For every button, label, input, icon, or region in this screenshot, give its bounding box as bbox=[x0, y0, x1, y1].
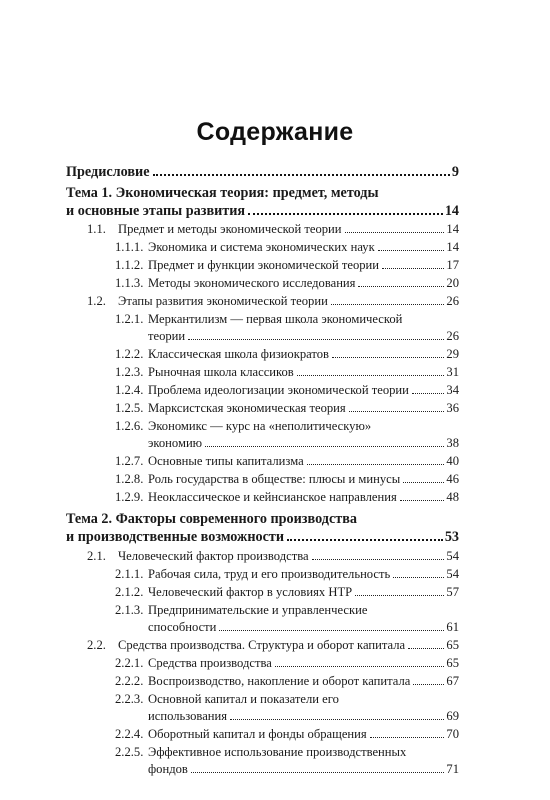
entry-label: Экономика и система экономических наук bbox=[148, 240, 375, 254]
entry-label: теории bbox=[148, 329, 186, 343]
entry-page: 70 bbox=[446, 727, 459, 741]
leader-dots bbox=[307, 464, 445, 465]
page-title: Содержание bbox=[196, 118, 354, 146]
entry-label: Рыночная школа классиков bbox=[148, 365, 294, 379]
toc-entry-2-1 bbox=[118, 549, 459, 563]
toc-entry-1-2-2 bbox=[148, 347, 459, 361]
section-number: 2.2. bbox=[87, 638, 106, 652]
section-number: 1.2.4. bbox=[115, 383, 144, 397]
section-number: 1.2.9. bbox=[115, 490, 144, 504]
entry-label-line1: Основной капитал и показатели его bbox=[148, 692, 339, 706]
entry-label: Этапы развития экономической теории bbox=[118, 294, 328, 308]
section-number: 1.2.6. bbox=[115, 419, 144, 433]
entry-page: 67 bbox=[446, 674, 459, 688]
entry-label: Средства производства bbox=[148, 656, 272, 670]
entry-label: фондов bbox=[148, 762, 188, 776]
entry-page: 26 bbox=[446, 294, 459, 308]
entry-page: 29 bbox=[446, 347, 459, 361]
toc-entry-1-2-5 bbox=[148, 401, 459, 415]
toc-entry-2-1-2 bbox=[148, 585, 459, 599]
entry-label: Предисловие bbox=[66, 164, 150, 180]
toc-entry-2-1-1 bbox=[148, 567, 459, 581]
toc-entry-1-2-8 bbox=[148, 472, 459, 486]
entry-page: 69 bbox=[446, 709, 459, 723]
toc-entry-2-2-1 bbox=[148, 656, 459, 670]
leader-dots bbox=[412, 393, 444, 394]
entry-page: 14 bbox=[446, 240, 459, 254]
leader-dots bbox=[408, 648, 444, 649]
section-number: 2.2.5. bbox=[115, 745, 144, 759]
leader-dots bbox=[188, 339, 444, 340]
toc-entry-1-1-3 bbox=[148, 276, 459, 290]
toc-entry-1-1 bbox=[118, 222, 459, 236]
entry-label: Основные типы капитализма bbox=[148, 454, 304, 468]
entry-page: 34 bbox=[446, 383, 459, 397]
section-number: 1.2.3. bbox=[115, 365, 144, 379]
section-number: 1.2.1. bbox=[115, 312, 144, 326]
entry-label: и основные этапы развития bbox=[66, 203, 246, 219]
section-number: 2.2.3. bbox=[115, 692, 144, 706]
leader-dots bbox=[382, 268, 444, 269]
entry-label: Предмет и функции экономической теории bbox=[148, 258, 380, 272]
entry-page: 26 bbox=[446, 329, 459, 343]
entry-label: Воспроизводство, накопление и оборот капитала bbox=[148, 674, 411, 688]
toc-entry-1-2-1 bbox=[148, 329, 459, 343]
entry-label: Классическая школа физиократов bbox=[148, 347, 329, 361]
entry-page: 61 bbox=[446, 620, 459, 634]
entry-page: 65 bbox=[446, 638, 459, 652]
leader-dots bbox=[403, 482, 444, 483]
toc-entry-1-2 bbox=[118, 294, 459, 308]
topic1-title-line1: Тема 1. Экономическая теория: предмет, методы bbox=[66, 185, 379, 201]
toc-entry-preface bbox=[66, 165, 459, 179]
section-number: 2.1. bbox=[87, 549, 106, 563]
entry-page: 71 bbox=[446, 762, 459, 776]
entry-label: Роль государства в обществе: плюсы и минусы bbox=[148, 472, 401, 486]
section-number: 1.2.8. bbox=[115, 472, 144, 486]
section-number: 2.2.2. bbox=[115, 674, 144, 688]
leader-dots bbox=[219, 630, 444, 631]
entry-label: Оборотный капитал и фонды обращения bbox=[148, 727, 367, 741]
entry-page: 40 bbox=[446, 454, 459, 468]
entry-page: 54 bbox=[446, 549, 459, 563]
entry-label: Марксистская экономическая теория bbox=[148, 401, 346, 415]
section-number: 1.1. bbox=[87, 222, 106, 236]
toc-entry-topic1 bbox=[66, 204, 459, 218]
entry-page: 46 bbox=[446, 472, 459, 486]
entry-page: 57 bbox=[446, 585, 459, 599]
entry-page: 31 bbox=[446, 365, 459, 379]
entry-label: Методы экономического исследования bbox=[148, 276, 356, 290]
toc-entry-2-2-2 bbox=[148, 674, 459, 688]
toc-entry-1-1-2 bbox=[148, 258, 459, 272]
toc-entry-2-2 bbox=[118, 638, 459, 652]
entry-label-line1: Экономикс — курс на «неполитическую» bbox=[148, 419, 372, 433]
entry-label: Проблема идеологизации экономической теории bbox=[148, 383, 409, 397]
entry-page: 65 bbox=[446, 656, 459, 670]
entry-label-line1: Эффективное использование производственных bbox=[148, 745, 407, 759]
section-number: 1.2.7. bbox=[115, 454, 144, 468]
entry-label: Неоклассическое и кейнсианское направления bbox=[148, 490, 397, 504]
entry-page: 36 bbox=[446, 401, 459, 415]
leader-dots bbox=[297, 375, 445, 376]
toc-entry-1-2-3 bbox=[148, 365, 459, 379]
toc-entry-1-2-9 bbox=[148, 490, 459, 504]
entry-page: 48 bbox=[446, 490, 459, 504]
toc-entry-topic2 bbox=[66, 530, 459, 544]
leader-dots bbox=[345, 232, 445, 233]
leader-dots bbox=[191, 772, 445, 773]
topic2-title-line1: Тема 2. Факторы современного производства bbox=[66, 511, 357, 527]
section-number: 2.2.1. bbox=[115, 656, 144, 670]
section-number: 1.2.2. bbox=[115, 347, 144, 361]
leader-dots bbox=[355, 595, 444, 596]
entry-page: 14 bbox=[446, 222, 459, 236]
toc-entry-2-2-4 bbox=[148, 727, 459, 741]
entry-label-line1: Меркантилизм — первая школа экономической bbox=[148, 312, 403, 326]
leader-dots bbox=[230, 719, 444, 720]
leader-dots bbox=[275, 666, 445, 667]
leader-dots bbox=[378, 250, 445, 251]
toc-entry-2-2-3 bbox=[148, 709, 459, 723]
section-number: 1.1.2. bbox=[115, 258, 144, 272]
leader-dots bbox=[370, 737, 445, 738]
section-number: 2.2.4. bbox=[115, 727, 144, 741]
entry-page: 9 bbox=[451, 164, 459, 180]
entry-page: 14 bbox=[444, 203, 459, 219]
entry-label: Предмет и методы экономической теории bbox=[118, 222, 342, 236]
entry-label: использования bbox=[148, 709, 228, 723]
section-number: 2.1.2. bbox=[115, 585, 144, 599]
entry-page: 20 bbox=[446, 276, 459, 290]
section-number: 1.1.1. bbox=[115, 240, 144, 254]
leader-dots bbox=[400, 500, 445, 501]
entry-page: 54 bbox=[446, 567, 459, 581]
leader-dots bbox=[393, 577, 444, 578]
leader-dots bbox=[331, 304, 445, 305]
leader-dots bbox=[287, 539, 443, 541]
leader-dots bbox=[413, 684, 444, 685]
leader-dots bbox=[205, 446, 444, 447]
entry-label: Человеческий фактор в условиях НТР bbox=[148, 585, 353, 599]
entry-page: 38 bbox=[446, 436, 459, 450]
entry-label-line1: Предпринимательские и управленческие bbox=[148, 603, 368, 617]
leader-dots bbox=[332, 357, 444, 358]
section-number: 2.1.3. bbox=[115, 603, 144, 617]
entry-label: экономию bbox=[148, 436, 203, 450]
toc-entry-1-2-7 bbox=[148, 454, 459, 468]
leader-dots bbox=[248, 213, 443, 215]
toc-entry-2-1-3 bbox=[148, 620, 459, 634]
toc-entry-1-1-1 bbox=[148, 240, 459, 254]
entry-label: Человеческий фактор производства bbox=[118, 549, 309, 563]
section-number: 1.2. bbox=[87, 294, 106, 308]
section-number: 2.1.1. bbox=[115, 567, 144, 581]
section-number: 1.2.5. bbox=[115, 401, 144, 415]
leader-dots bbox=[349, 411, 445, 412]
toc-entry-1-2-6 bbox=[148, 436, 459, 450]
entry-label: способности bbox=[148, 620, 217, 634]
toc-entry-2-2-5 bbox=[148, 762, 459, 776]
leader-dots bbox=[312, 559, 445, 560]
entry-page: 53 bbox=[444, 529, 459, 545]
entry-page: 17 bbox=[446, 258, 459, 272]
entry-label: и производственные возможности bbox=[66, 529, 285, 545]
leader-dots bbox=[358, 286, 444, 287]
leader-dots bbox=[153, 174, 450, 176]
entry-label: Средства производства. Структура и оборот капитала bbox=[118, 638, 406, 652]
toc-entry-1-2-4 bbox=[148, 383, 459, 397]
entry-label: Рабочая сила, труд и его производительность bbox=[148, 567, 391, 581]
section-number: 1.1.3. bbox=[115, 276, 144, 290]
